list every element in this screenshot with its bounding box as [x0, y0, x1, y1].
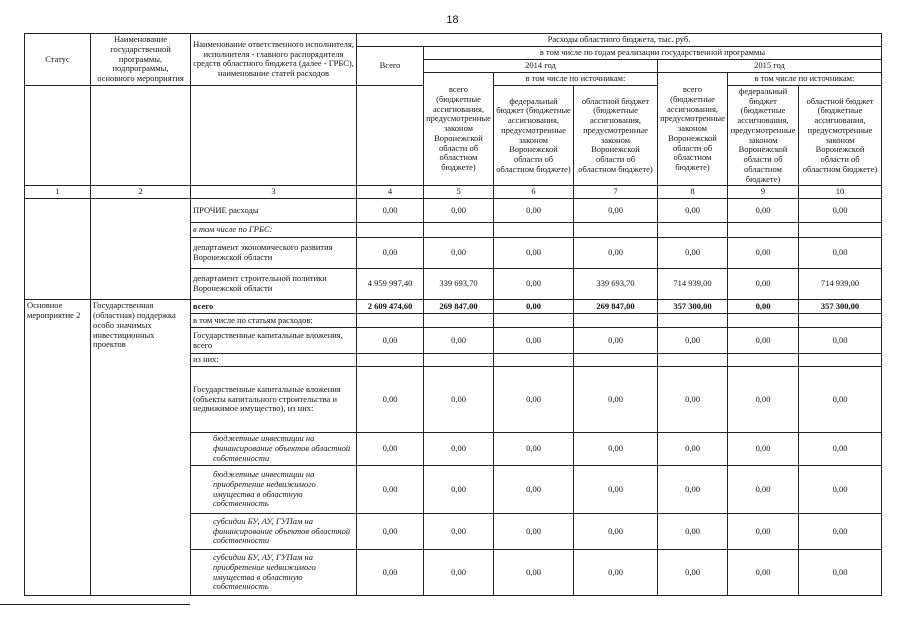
cell-value: 0,00 — [658, 433, 728, 466]
cell-value: 2 609 474,60 — [357, 300, 424, 314]
cell-value: 0,00 — [494, 550, 574, 596]
col-num: 4 — [357, 186, 424, 199]
header-status: Статус — [25, 34, 91, 86]
cell-value: 0,00 — [357, 550, 424, 596]
cell-value: 0,00 — [658, 238, 728, 269]
cell-value: 0,00 — [357, 367, 424, 433]
cell-value: 0,00 — [494, 466, 574, 514]
header-total: Всего — [357, 46, 424, 85]
header-2014-all: всего (бюджетные ассигнования, предусмотренные законом Воронежской области об областном бюджете) — [424, 72, 494, 186]
row-label: в том числе по статьям расходов: — [191, 314, 357, 328]
header-2015-all: всего (бюджетные ассигнования, предусмотренные законом Воронежской области об областном бюджете) — [658, 72, 728, 186]
row-label: бюджетные инвестиции на финансирование объектов областной собственности — [191, 433, 357, 466]
cell-value: 0,00 — [658, 367, 728, 433]
header-program-name: Наименование государственной программы, подпрограммы, основного мероприятия — [91, 34, 191, 86]
header-year-2015: 2015 год — [658, 59, 882, 72]
cell-value: 0,00 — [658, 514, 728, 550]
col-num: 2 — [91, 186, 191, 199]
col-num: 1 — [25, 186, 91, 199]
cell-value: 0,00 — [658, 199, 728, 223]
header-by-years: в том числе по годам реализации государственной программы — [424, 46, 882, 59]
cell-value: 357 300,00 — [658, 300, 728, 314]
cell-value: 0,00 — [574, 367, 658, 433]
cell-value: 0,00 — [728, 328, 799, 354]
row-label: ПРОЧИЕ расходы — [191, 199, 357, 223]
row-label: департамент экономического развития Воронежской области — [191, 238, 357, 269]
program-name-cell: Государственная (областная) поддержка особо значимых инвестиционных проектов — [91, 300, 191, 596]
cell-value: 269 847,00 — [424, 300, 494, 314]
cell-value: 0,00 — [574, 238, 658, 269]
cell-value: 0,00 — [424, 367, 494, 433]
row-label: бюджетные инвестиции на приобретение недвижимого имущества в областную собственность — [191, 466, 357, 514]
cell-value: 0,00 — [357, 514, 424, 550]
row-label: департамент строительной политики Воронежской области — [191, 269, 357, 300]
cell-value: 0,00 — [357, 433, 424, 466]
cell-value: 0,00 — [494, 367, 574, 433]
cell-value: 0,00 — [494, 433, 574, 466]
row-label: Государственные капитальные вложения, всего — [191, 328, 357, 354]
cell-value: 0,00 — [799, 433, 882, 466]
cell-value: 0,00 — [424, 238, 494, 269]
cell-value: 714 939,00 — [799, 269, 882, 300]
cell-value: 0,00 — [728, 466, 799, 514]
cell-value: 0,00 — [494, 328, 574, 354]
cell-value: 0,00 — [799, 367, 882, 433]
cell-value: 0,00 — [574, 466, 658, 514]
cell-value: 0,00 — [728, 238, 799, 269]
header-2014-by-sources: в том числе по источникам: — [494, 72, 658, 85]
header-2014-regional: областной бюджет (бюджетные ассигнования, предусмотренные законом Воронежской области об областном бюджете) — [574, 85, 658, 186]
cell-value: 0,00 — [494, 269, 574, 300]
cell-value: 0,00 — [728, 433, 799, 466]
cell-value: 0,00 — [728, 199, 799, 223]
cell-value: 0,00 — [494, 238, 574, 269]
budget-table — [24, 33, 882, 596]
cell-value: 0,00 — [574, 433, 658, 466]
cell-value: 0,00 — [574, 199, 658, 223]
header-year-2014: 2014 год — [424, 59, 658, 72]
cell-value: 0,00 — [424, 199, 494, 223]
cell-value: 0,00 — [574, 550, 658, 596]
row-label: в том числе по ГРБС: — [191, 223, 357, 238]
col-num: 7 — [574, 186, 658, 199]
header-executor: Наименование ответственного исполнителя, исполнителя - главного распорядителя средств областного бюджета (далее - ГРБС), наименование статей расходов — [191, 34, 357, 86]
cell-value: 0,00 — [728, 550, 799, 596]
header-expenses-title: Расходы областного бюджета, тыс. руб. — [357, 34, 882, 47]
cell-value: 357 300,00 — [799, 300, 882, 314]
cell-value: 0,00 — [494, 300, 574, 314]
cell-value: 0,00 — [658, 328, 728, 354]
cell-value: 0,00 — [799, 550, 882, 596]
header-2014-federal: федеральный бюджет (бюджетные ассигнования, предусмотренные законом Воронежской области об областном бюджете) — [494, 85, 574, 186]
col-num: 9 — [728, 186, 799, 199]
header-2015-by-sources: в том числе по источникам: — [728, 72, 882, 85]
table-row — [25, 300, 882, 314]
cell-value: 0,00 — [728, 514, 799, 550]
page-footer-rule — [0, 604, 190, 605]
cell-value: 0,00 — [658, 466, 728, 514]
header-2015-federal: федеральный бюджет (бюджетные ассигнования, предусмотренные законом Воронежской области об областном бюджете) — [728, 85, 799, 186]
cell-value: 0,00 — [728, 300, 799, 314]
cell-value: 714 939,00 — [658, 269, 728, 300]
col-num: 6 — [494, 186, 574, 199]
cell-value: 0,00 — [357, 238, 424, 269]
cell-value: 339 693,70 — [574, 269, 658, 300]
row-label: субсидии БУ, АУ, ГУПам на приобретение недвижимого имущества в областную собственность — [191, 550, 357, 596]
cell-value: 0,00 — [799, 238, 882, 269]
cell-value: 0,00 — [357, 199, 424, 223]
column-numbers-row — [25, 186, 882, 199]
cell-value: 0,00 — [799, 514, 882, 550]
cell-value: 0,00 — [494, 199, 574, 223]
table-row — [25, 199, 882, 223]
cell-value: 0,00 — [424, 328, 494, 354]
cell-value: 0,00 — [424, 514, 494, 550]
row-label: всего — [191, 300, 357, 314]
cell-value: 0,00 — [574, 328, 658, 354]
cell-value: 0,00 — [357, 466, 424, 514]
row-label: из них: — [191, 354, 357, 367]
page-number: 18 — [446, 14, 459, 26]
row-label: Государственные капитальные вложения (объекты капитального строительства и недвижимое имущество), из них: — [191, 367, 357, 433]
cell-value: 339 693,70 — [424, 269, 494, 300]
cell-value: 0,00 — [799, 199, 882, 223]
cell-value: 0,00 — [574, 514, 658, 550]
status-cell: Основное мероприятие 2 — [25, 300, 91, 596]
col-num: 8 — [658, 186, 728, 199]
header-2015-regional: областной бюджет (бюджетные ассигнования, предусмотренные законом Воронежской области об областном бюджете) — [799, 85, 882, 186]
cell-value: 0,00 — [357, 328, 424, 354]
cell-value: 0,00 — [799, 466, 882, 514]
cell-value: 0,00 — [799, 328, 882, 354]
cell-value: 0,00 — [728, 269, 799, 300]
cell-value: 269 847,00 — [574, 300, 658, 314]
cell-value: 0,00 — [494, 514, 574, 550]
col-num: 5 — [424, 186, 494, 199]
col-num: 10 — [799, 186, 882, 199]
cell-value: 0,00 — [728, 367, 799, 433]
cell-value: 4 959 997,40 — [357, 269, 424, 300]
cell-value: 0,00 — [424, 433, 494, 466]
cell-value: 0,00 — [658, 550, 728, 596]
cell-value: 0,00 — [424, 466, 494, 514]
cell-value: 0,00 — [424, 550, 494, 596]
row-label: субсидии БУ, АУ, ГУПам на финансирование объектов областной собственности — [191, 514, 357, 550]
col-num: 3 — [191, 186, 357, 199]
